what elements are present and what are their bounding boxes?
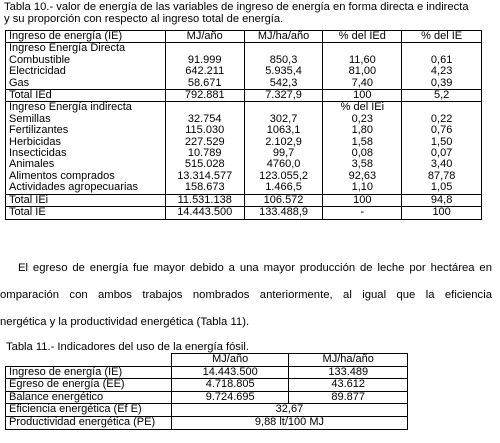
row-label: Insecticidas xyxy=(6,148,166,159)
cell: 0,07 xyxy=(402,148,482,159)
cell: 850,3 xyxy=(244,55,323,66)
cell: 1,10 xyxy=(323,182,402,194)
table-row xyxy=(6,114,482,125)
cell: 4760,0 xyxy=(244,159,323,170)
cell: 4.718.805 xyxy=(171,379,289,392)
cell: 1,58 xyxy=(323,137,402,148)
cell: 1.466,5 xyxy=(244,182,323,194)
cell: 0,22 xyxy=(402,114,482,125)
cell: 1063,1 xyxy=(244,125,323,136)
section-title-row xyxy=(6,102,482,114)
cell: 100 xyxy=(323,194,402,206)
cell: 227.529 xyxy=(165,137,244,148)
row-label: Alimentos comprados xyxy=(6,171,166,182)
cell: 792.881 xyxy=(165,90,244,102)
table-row xyxy=(6,55,482,66)
row-label: Combustible xyxy=(6,55,166,66)
cell: 133.488,9 xyxy=(244,207,323,219)
paragraph-line-1: El egreso de energía fue mayor debido a una mayor producción de leche por hectárea en xyxy=(18,262,492,274)
table-row xyxy=(6,404,408,417)
table-row xyxy=(6,125,482,136)
table-row xyxy=(6,366,408,379)
table-11 xyxy=(5,353,408,430)
table-row xyxy=(6,182,482,194)
cell: 0,08 xyxy=(323,148,402,159)
section-title: Ingreso Energía Directa xyxy=(6,43,166,55)
cell: 87,78 xyxy=(402,171,482,182)
row-label: Total IE xyxy=(6,207,166,219)
header-cell: MJ/ha/año xyxy=(244,31,323,43)
header-cell: % del IE xyxy=(402,31,482,43)
row-label: Total IEd xyxy=(6,90,166,102)
cell: 115.030 xyxy=(165,125,244,136)
cell: 100 xyxy=(402,207,482,219)
cell: 94,8 xyxy=(402,194,482,206)
cell: 158.673 xyxy=(165,182,244,194)
header-cell: MJ/año xyxy=(171,354,289,367)
cell: 0,61 xyxy=(402,55,482,66)
table-row xyxy=(6,66,482,77)
row-label: Electricidad xyxy=(6,66,166,77)
column-subheader: % del IEi xyxy=(323,102,402,114)
table-row xyxy=(6,391,408,404)
cell: 58.671 xyxy=(165,78,244,90)
cell: 1,05 xyxy=(402,182,482,194)
cell: 9.724.695 xyxy=(171,391,289,404)
cell: 81,00 xyxy=(323,66,402,77)
section-title: Ingreso Energía indirecta xyxy=(6,102,166,114)
cell: 302,7 xyxy=(244,114,323,125)
header-cell: Ingreso de energía (IE) xyxy=(6,31,166,43)
cell: 9,88 lt/100 MJ xyxy=(171,416,407,429)
cell: 89.877 xyxy=(289,391,408,404)
cell: 642.211 xyxy=(165,66,244,77)
row-label: Semillas xyxy=(6,114,166,125)
cell: 7,40 xyxy=(323,78,402,90)
row-label: Animales xyxy=(6,159,166,170)
cell: 0,39 xyxy=(402,78,482,90)
table-row-grand-total xyxy=(6,207,482,219)
cell: 91.999 xyxy=(165,55,244,66)
table-row-total xyxy=(6,90,482,102)
table-row xyxy=(6,78,482,90)
cell: 5.935,4 xyxy=(244,66,323,77)
cell: 14.443.500 xyxy=(165,207,244,219)
cell: 32.754 xyxy=(165,114,244,125)
cell: 3,40 xyxy=(402,159,482,170)
cell: 1,80 xyxy=(323,125,402,136)
row-label: Eficiencia energética (Ef E) xyxy=(6,404,172,417)
table10-header-row xyxy=(6,31,482,43)
cell: 32,67 xyxy=(171,404,407,417)
cell: 92,63 xyxy=(323,171,402,182)
cell: 515.028 xyxy=(165,159,244,170)
cell: 3,58 xyxy=(323,159,402,170)
table-row xyxy=(6,379,408,392)
cell: 4,23 xyxy=(402,66,482,77)
row-label: Ingreso de energía (IE) xyxy=(6,366,172,379)
paragraph-line-3: nergética y la productividad energética (Tabla 11). xyxy=(0,316,250,328)
cell: 1,50 xyxy=(402,137,482,148)
cell: 11.531.138 xyxy=(165,194,244,206)
table-row xyxy=(6,416,408,429)
section-title-row xyxy=(6,43,482,55)
cell: - xyxy=(323,207,402,219)
cell: 43.612 xyxy=(289,379,408,392)
cell: 10.789 xyxy=(165,148,244,159)
row-label: Total IEi xyxy=(6,194,166,206)
cell: 7.327,9 xyxy=(244,90,323,102)
cell: 0,23 xyxy=(323,114,402,125)
row-label: Actividades agropecuarias xyxy=(6,182,166,194)
cell: 2.102,9 xyxy=(244,137,323,148)
cell: 100 xyxy=(323,90,402,102)
row-label: Egreso de energía (EE) xyxy=(6,379,172,392)
cell: 133.489 xyxy=(289,366,408,379)
table11-header-row xyxy=(6,354,408,367)
table-row xyxy=(6,137,482,148)
table-10 xyxy=(5,30,482,220)
header-cell: MJ/año xyxy=(165,31,244,43)
cell: 123.055,2 xyxy=(244,171,323,182)
cell: 11,60 xyxy=(323,55,402,66)
row-label: Herbicidas xyxy=(6,137,166,148)
cell: 13.314.577 xyxy=(165,171,244,182)
table10-caption-line1: Tabla 10.- valor de energía de las variables de ingreso de energía en forma directa e indirecta xyxy=(4,1,469,13)
table10-caption-line2: y su proporción con respecto al ingreso total de energía. xyxy=(4,13,284,25)
row-label: Balance energético xyxy=(6,391,172,404)
cell: 106.572 xyxy=(244,194,323,206)
row-label: Gas xyxy=(6,78,166,90)
cell: 0,76 xyxy=(402,125,482,136)
cell: 99,7 xyxy=(244,148,323,159)
header-cell: MJ/ha/año xyxy=(289,354,408,367)
cell: 5,2 xyxy=(402,90,482,102)
cell: 14.443.500 xyxy=(171,366,289,379)
header-cell xyxy=(6,354,172,367)
header-cell: % del IEd xyxy=(323,31,402,43)
row-label: Productividad energética (PE) xyxy=(6,416,172,429)
table11-caption: Tabla 11.- Indicadores del uso de la energía fósil. xyxy=(6,341,249,353)
table-row xyxy=(6,148,482,159)
table-row-total xyxy=(6,194,482,206)
paragraph-line-2: omparación con ambos trabajos nombrados anteriormente, al igual que la eficiencia xyxy=(0,289,492,301)
row-label: Fertilizantes xyxy=(6,125,166,136)
cell: 542,3 xyxy=(244,78,323,90)
